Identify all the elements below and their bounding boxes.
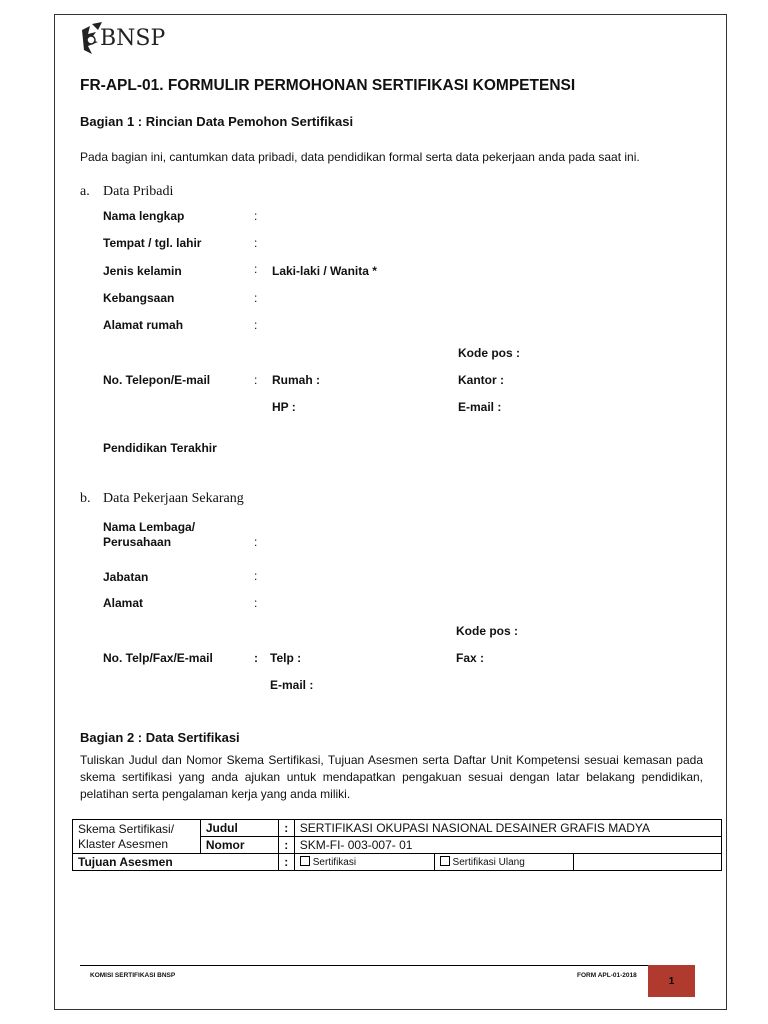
colon: :	[254, 596, 258, 610]
page-number: 1	[648, 965, 695, 997]
label-perusahaan: Perusahaan	[103, 535, 172, 549]
opt-sertifikasi-label: Sertifikasi	[312, 857, 357, 868]
label-alamat-rumah: Alamat rumah	[103, 318, 184, 332]
footer-right-text: FORM APL-01-2018	[577, 972, 637, 979]
subsection-b-title: Data Pekerjaan Sekarang	[103, 491, 244, 506]
footer-divider	[80, 965, 655, 966]
colon: :	[254, 236, 258, 250]
checkbox-sertifikasi[interactable]	[300, 856, 310, 866]
cell-colon: :	[278, 854, 294, 871]
cell-nomor: Nomor	[200, 837, 278, 854]
cell-opt-sertifikasi	[294, 854, 434, 871]
label-telepon: No. Telepon/E-mail	[103, 373, 211, 387]
label-telp-fax: No. Telp/Fax/E-mail	[103, 651, 213, 665]
subsection-a-title: Data Pribadi	[103, 184, 174, 199]
cell-skema-label	[73, 820, 201, 854]
section-1-intro: Pada bagian ini, cantumkan data pribadi, data pendidikan formal serta data pekerjaan anda pada saat ini.	[80, 150, 640, 164]
cell-empty	[574, 854, 722, 871]
skema-label-line2: Klaster Asesmen	[78, 836, 169, 851]
colon: :	[254, 373, 258, 387]
checkbox-sertifikasi-ulang[interactable]	[440, 856, 450, 866]
logo-text: BNSP	[100, 26, 166, 51]
label-kode-pos-b: Kode pos :	[456, 624, 518, 638]
label-nama-lembaga: Nama Lembaga/	[103, 520, 196, 534]
label-tempat-lahir: Tempat / tgl. lahir	[103, 236, 202, 250]
cell-tujuan: Tujuan Asesmen	[73, 854, 279, 871]
label-alamat: Alamat	[103, 596, 144, 610]
subsection-a-marker: a.	[80, 184, 90, 199]
footer-left-text: KOMISI SERTIFIKASI BNSP	[90, 972, 176, 979]
cell-judul: Judul	[200, 820, 278, 837]
section-1-heading: Bagian 1 : Rincian Data Pemohon Sertifikasi	[80, 114, 354, 129]
skema-label-line1: Skema Sertifikasi/	[78, 821, 175, 836]
section-2-heading: Bagian 2 : Data Sertifikasi	[80, 730, 240, 745]
table-row	[73, 820, 722, 837]
label-hp: HP :	[272, 400, 296, 414]
label-nama-lengkap: Nama lengkap	[103, 209, 185, 223]
table-row	[73, 854, 722, 871]
colon: :	[254, 262, 258, 276]
label-pendidikan: Pendidikan Terakhir	[103, 441, 217, 455]
cell-opt-ulang	[434, 854, 574, 871]
opt-ulang-label: Sertifikasi Ulang	[452, 857, 525, 868]
colon: :	[254, 569, 258, 583]
label-email-b: E-mail :	[270, 678, 314, 692]
subsection-b-marker: b.	[80, 491, 91, 506]
label-kantor: Kantor :	[458, 373, 504, 387]
cell-judul-value: SERTIFIKASI OKUPASI NASIONAL DESAINER GRAFIS MADYA	[294, 820, 721, 837]
label-jenis-kelamin: Jenis kelamin	[103, 264, 182, 278]
label-jabatan: Jabatan	[103, 570, 149, 584]
cell-colon: :	[278, 837, 294, 854]
colon: :	[254, 651, 258, 665]
form-title: FR-APL-01. FORMULIR PERMOHONAN SERTIFIKASI KOMPETENSI	[80, 77, 576, 94]
cell-colon: :	[278, 820, 294, 837]
label-email: E-mail :	[458, 400, 502, 414]
skema-table	[72, 819, 722, 871]
label-fax: Fax :	[456, 651, 485, 665]
value-jenis-kelamin: Laki-laki / Wanita *	[272, 264, 377, 278]
cell-nomor-value: SKM-FI- 003-007- 01	[294, 837, 721, 854]
label-rumah: Rumah :	[272, 373, 320, 387]
label-kode-pos: Kode pos :	[458, 346, 520, 360]
label-kebangsaan: Kebangsaan	[103, 291, 175, 305]
label-telp: Telp :	[270, 651, 302, 665]
colon: :	[254, 291, 258, 305]
section-2-paragraph: Tuliskan Judul dan Nomor Skema Sertifikasi, Tujuan Asesmen serta Daftar Unit Kompetensi sesuai kemasan pada skema sertifikasi yang anda ajukan untuk mendapatkan pengakuan sesuai dengan latar belakang pendidikan, pelatihan serta pengalaman kerja yang anda miliki.	[80, 753, 703, 801]
colon: :	[254, 318, 258, 332]
colon: :	[254, 535, 258, 549]
colon: :	[254, 209, 258, 223]
